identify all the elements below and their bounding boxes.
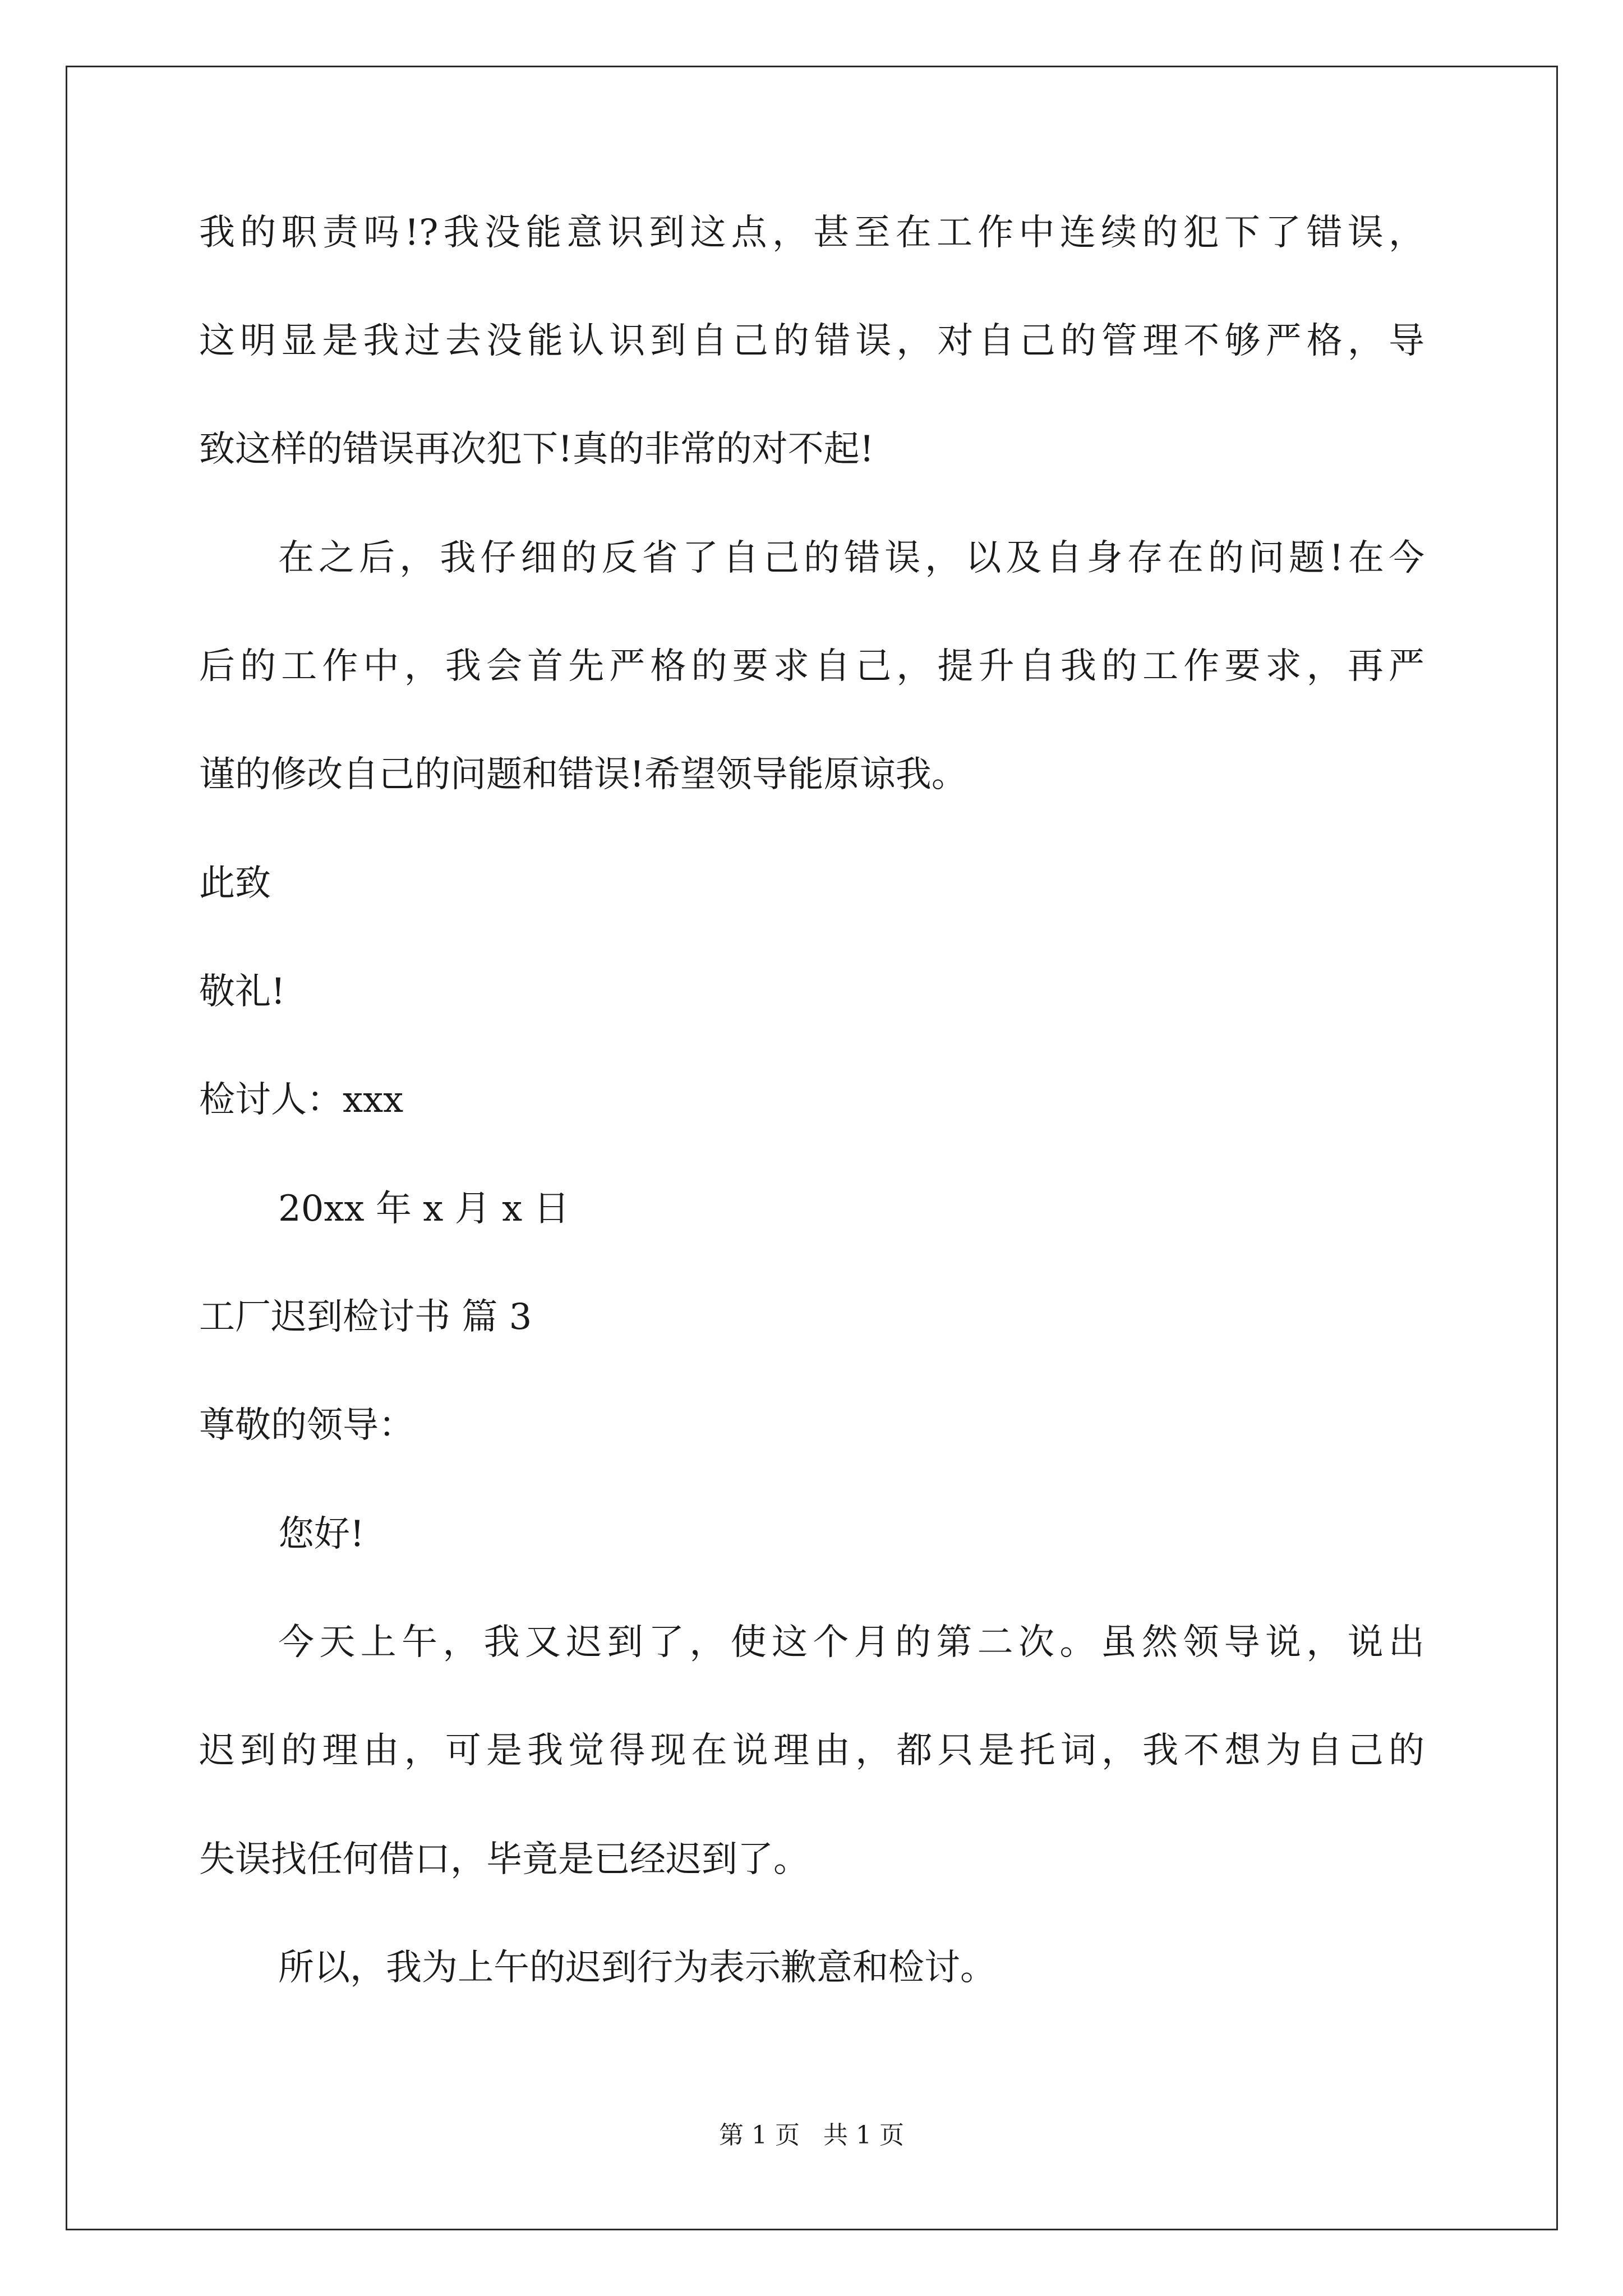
closing-salutation: 此致 xyxy=(199,863,271,904)
date-line: 20xx 年 x 月 x 日 xyxy=(278,1188,570,1230)
page-footer: 第 1 页 共 1 页 xyxy=(719,2121,904,2150)
paragraph-line: 迟到的理由，可是我觉得现在说理由，都只是托词，我不想为自己的 xyxy=(199,1730,1424,1772)
page-border xyxy=(66,66,1558,2230)
signature-line: 检讨人：xxx xyxy=(199,1079,404,1121)
paragraph-line: 我的职责吗!?我没能意识到这点，甚至在工作中连续的犯下了错误， xyxy=(199,212,1424,254)
greeting-line: 尊敬的领导： xyxy=(199,1405,414,1446)
paragraph-line: 后的工作中，我会首先严格的要求自己，提升自我的工作要求，再严 xyxy=(199,646,1424,687)
paragraph-line: 这明显是我过去没能认识到自己的错误，对自己的管理不够严格，导 xyxy=(199,320,1424,362)
greeting-hello: 您好! xyxy=(278,1513,365,1555)
paragraph-line: 在之后，我仔细的反省了自己的错误，以及自身存在的问题!在今 xyxy=(278,537,1424,579)
paragraph-line: 所以，我为上午的迟到行为表示歉意和检讨。 xyxy=(278,1947,996,1989)
closing-regards: 敬礼! xyxy=(199,971,285,1013)
section-title: 工厂迟到检讨书 篇 3 xyxy=(199,1296,532,1338)
paragraph-line: 失误找任何借口，毕竟是已经迟到了。 xyxy=(199,1839,809,1880)
paragraph-line: 今天上午，我又迟到了，使这个月的第二次。虽然领导说，说出 xyxy=(278,1622,1424,1663)
paragraph-line: 致这样的错误再次犯下!真的非常的对不起! xyxy=(199,429,874,470)
paragraph-line: 谨的修改自己的问题和错误!希望领导能原谅我。 xyxy=(199,754,967,795)
